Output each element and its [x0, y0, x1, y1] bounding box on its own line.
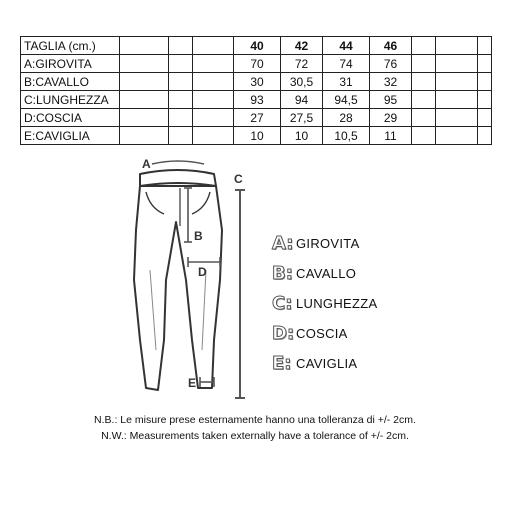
legend-letter: A: — [272, 232, 294, 254]
legend-item — [272, 258, 377, 288]
table-cell: 76 — [370, 55, 412, 73]
legend-text: CAVIGLIA — [296, 355, 358, 371]
legend-item — [272, 348, 377, 378]
legend-item — [272, 288, 377, 318]
table-cell: 32 — [370, 73, 412, 91]
table-cell: 28 — [323, 109, 370, 127]
table-cell — [169, 55, 193, 73]
legend-item — [272, 318, 377, 348]
table-cell: 93 — [234, 91, 281, 109]
table-cell — [193, 55, 234, 73]
table-cell — [120, 55, 169, 73]
label-b: B — [194, 229, 203, 243]
table-cell: 27 — [234, 109, 281, 127]
table-cell — [193, 91, 234, 109]
table-cell: 11 — [370, 127, 412, 145]
label-c: C — [234, 172, 243, 186]
row-label: D:COSCIA — [21, 109, 120, 127]
legend-text: LUNGHEZZA — [296, 295, 378, 311]
table-cell: 10 — [234, 127, 281, 145]
legend-text: COSCIA — [296, 325, 348, 341]
table-cell — [436, 127, 478, 145]
table-cell: 70 — [234, 55, 281, 73]
row-label: C:LUNGHEZZA — [21, 91, 120, 109]
table-cell: 72 — [281, 55, 323, 73]
table-cell: 29 — [370, 109, 412, 127]
note-italian: N.B.: Le misure prese esternamente hanno una tolleranza di +/- 2cm. — [94, 414, 416, 426]
table-cell: 42 — [281, 37, 323, 55]
table-row — [21, 91, 492, 109]
table-row — [21, 55, 492, 73]
table-cell: 74 — [323, 55, 370, 73]
table-cell — [478, 109, 492, 127]
table-cell: 27,5 — [281, 109, 323, 127]
table-cell — [436, 91, 478, 109]
table-cell — [169, 127, 193, 145]
row-label: A:GIROVITA — [21, 55, 120, 73]
table-cell: 94 — [281, 91, 323, 109]
table-cell — [120, 109, 169, 127]
table-cell — [169, 73, 193, 91]
note-english: N.W.: Measurements taken externally have a tolerance of +/- 2cm. — [101, 430, 409, 442]
table-row — [21, 109, 492, 127]
table-cell — [120, 37, 169, 55]
table-cell — [412, 109, 436, 127]
table-cell — [193, 109, 234, 127]
table-cell: 46 — [370, 37, 412, 55]
table-cell: 94,5 — [323, 91, 370, 109]
table-cell — [436, 73, 478, 91]
table-cell: 30,5 — [281, 73, 323, 91]
row-label: TAGLIA (cm.) — [21, 37, 120, 55]
table-row — [21, 73, 492, 91]
table-cell — [193, 37, 234, 55]
table-cell — [412, 91, 436, 109]
row-label: B:CAVALLO — [21, 73, 120, 91]
table-cell: 30 — [234, 73, 281, 91]
table-cell — [478, 127, 492, 145]
table-cell — [169, 37, 193, 55]
trousers-outline — [134, 170, 222, 390]
label-d: D — [198, 265, 207, 279]
table-cell — [436, 55, 478, 73]
table-cell — [412, 73, 436, 91]
label-e: E — [188, 376, 197, 390]
legend-letter: D: — [272, 322, 295, 344]
table-cell — [436, 109, 478, 127]
legend-item — [272, 228, 377, 258]
trousers-diagram — [0, 150, 510, 410]
table-cell — [169, 91, 193, 109]
measurement-legend — [272, 228, 377, 378]
table-cell: 10,5 — [323, 127, 370, 145]
table-cell — [412, 127, 436, 145]
legend-letter: E: — [272, 352, 292, 374]
legend-letter: B: — [272, 262, 293, 284]
table-cell — [478, 55, 492, 73]
table-cell: 40 — [234, 37, 281, 55]
table-cell — [169, 109, 193, 127]
table-cell — [120, 91, 169, 109]
table-cell — [412, 55, 436, 73]
table-cell — [193, 73, 234, 91]
measure-c — [235, 190, 245, 398]
table-row — [21, 127, 492, 145]
table-cell — [193, 127, 234, 145]
table-cell — [412, 37, 436, 55]
table-cell — [478, 73, 492, 91]
table-cell — [478, 91, 492, 109]
table-cell: 95 — [370, 91, 412, 109]
table-cell — [120, 73, 169, 91]
table-header-row — [21, 37, 492, 55]
row-label: E:CAVIGLIA — [21, 127, 120, 145]
legend-text: CAVALLO — [296, 265, 357, 281]
table-cell: 31 — [323, 73, 370, 91]
size-table — [20, 36, 492, 145]
label-a: A — [142, 157, 151, 171]
measure-a — [152, 161, 204, 164]
table-cell — [120, 127, 169, 145]
table-cell: 44 — [323, 37, 370, 55]
legend-letter: C: — [272, 292, 293, 314]
legend-text: GIROVITA — [296, 235, 360, 251]
table-cell — [478, 37, 492, 55]
table-cell: 10 — [281, 127, 323, 145]
table-cell — [436, 37, 478, 55]
